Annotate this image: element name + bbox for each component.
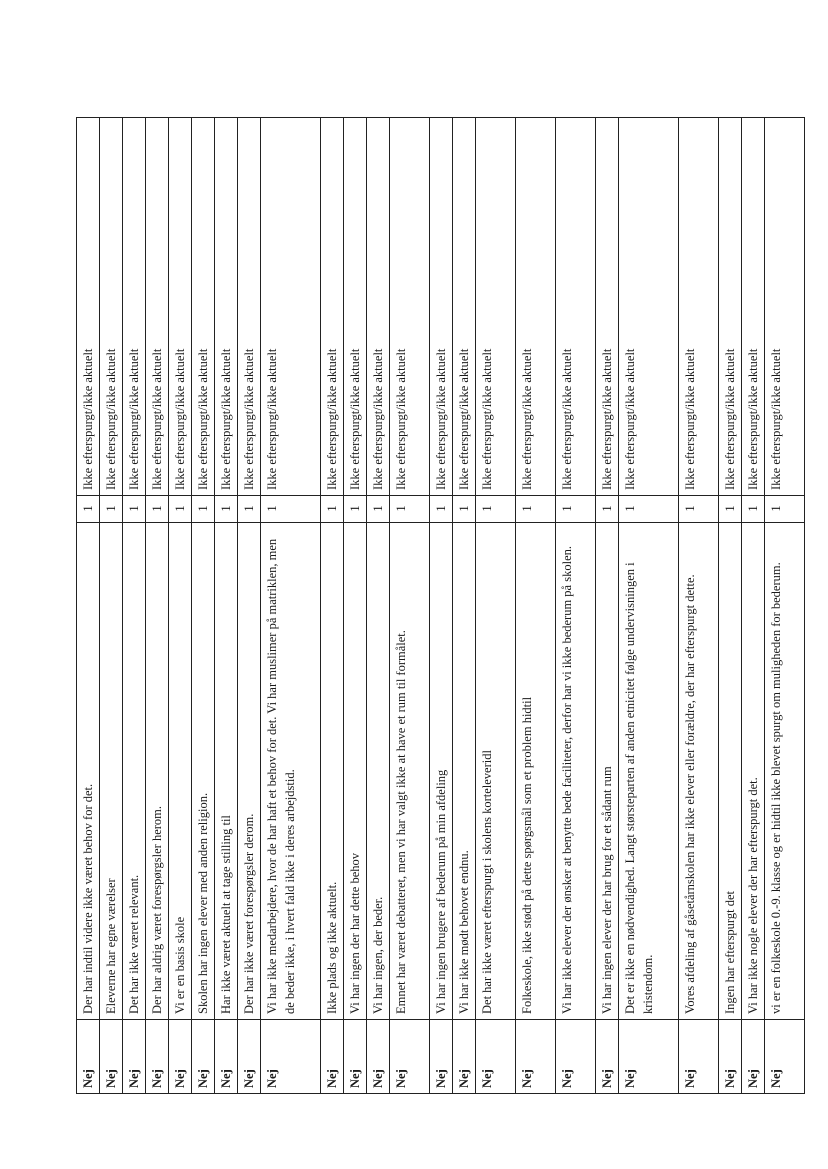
category-cell: Ikke efterspurgt/ikke aktuelt	[238, 118, 261, 496]
comment-cell: Ingen har efterspurgt det	[719, 523, 742, 1020]
answer-cell: Nej	[123, 1020, 146, 1094]
comment-cell: Eleverne har egne værelser	[100, 523, 123, 1020]
comment-cell: Vi har ingen brugere af bederum på min afdeling	[430, 523, 453, 1020]
answer-cell: Nej	[215, 1020, 238, 1094]
category-cell: Ikke efterspurgt/ikke aktuelt	[596, 118, 619, 496]
comment-cell: Skolen har ingen elever med anden religion.	[192, 523, 215, 1020]
comment-cell: Vi har ingen, der beder.	[367, 523, 390, 1020]
table-row	[390, 118, 430, 1094]
category-cell: Ikke efterspurgt/ikke aktuelt	[192, 118, 215, 496]
comment-cell: Emnet har været debatteret, men vi har valgt ikke at have et rum til formålet.	[390, 523, 430, 1020]
table-row	[215, 118, 238, 1094]
table-row	[430, 118, 453, 1094]
answer-cell: Nej	[742, 1020, 765, 1094]
count-cell: 1	[619, 496, 679, 523]
table-row	[453, 118, 476, 1094]
answer-cell: Nej	[77, 1020, 100, 1094]
comment-cell: Der har ikke været forespørgsler derom.	[238, 523, 261, 1020]
survey-response-table	[76, 117, 805, 1094]
count-cell: 1	[516, 496, 556, 523]
table-row	[719, 118, 742, 1094]
table-row	[123, 118, 146, 1094]
count-cell: 1	[321, 496, 344, 523]
table-body	[77, 118, 805, 1094]
comment-cell: Det har ikke været efterspurgt i skolens korteleveridl	[476, 523, 516, 1020]
category-cell: Ikke efterspurgt/ikke aktuelt	[742, 118, 765, 496]
comment-cell: Vi har ingen der har dette behov	[344, 523, 367, 1020]
table-row	[367, 118, 390, 1094]
answer-cell: Nej	[596, 1020, 619, 1094]
answer-cell: Nej	[146, 1020, 169, 1094]
category-cell: Ikke efterspurgt/ikke aktuelt	[367, 118, 390, 496]
count-cell: 1	[77, 496, 100, 523]
comment-cell: Vi har ikke elever der ønsker at benytte bede faciliteter, derfor har vi ikke bederum på skolen.	[556, 523, 596, 1020]
count-cell: 1	[169, 496, 192, 523]
count-cell: 1	[215, 496, 238, 523]
count-cell: 1	[390, 496, 430, 523]
count-cell: 1	[192, 496, 215, 523]
answer-cell: Nej	[679, 1020, 719, 1094]
category-cell: Ikke efterspurgt/ikke aktuelt	[765, 118, 805, 496]
count-cell: 1	[679, 496, 719, 523]
answer-cell: Nej	[344, 1020, 367, 1094]
answer-cell: Nej	[192, 1020, 215, 1094]
category-cell: Ikke efterspurgt/ikke aktuelt	[169, 118, 192, 496]
answer-cell: Nej	[261, 1020, 321, 1094]
comment-cell: Vi har ikke mødt behovet endnu.	[453, 523, 476, 1020]
category-cell: Ikke efterspurgt/ikke aktuelt	[430, 118, 453, 496]
count-cell: 1	[476, 496, 516, 523]
table-row	[192, 118, 215, 1094]
category-cell: Ikke efterspurgt/ikke aktuelt	[556, 118, 596, 496]
comment-cell: Det er ikke en nødvendighed. Langt størsteparten af anden etnicitet følge undervisningen i kristendom.	[619, 523, 679, 1020]
table-row	[596, 118, 619, 1094]
category-cell: Ikke efterspurgt/ikke aktuelt	[453, 118, 476, 496]
answer-cell: Nej	[765, 1020, 805, 1094]
count-cell: 1	[765, 496, 805, 523]
comment-cell: Vi har ingen elever der har brug for et sådant rum	[596, 523, 619, 1020]
count-cell: 1	[453, 496, 476, 523]
category-cell: Ikke efterspurgt/ikke aktuelt	[344, 118, 367, 496]
count-cell: 1	[367, 496, 390, 523]
table-row	[321, 118, 344, 1094]
count-cell: 1	[742, 496, 765, 523]
table-row	[146, 118, 169, 1094]
table-row	[100, 118, 123, 1094]
comment-cell: Det har ikke været relevant.	[123, 523, 146, 1020]
category-cell: Ikke efterspurgt/ikke aktuelt	[261, 118, 321, 496]
answer-cell: Nej	[453, 1020, 476, 1094]
answer-cell: Nej	[367, 1020, 390, 1094]
count-cell: 1	[719, 496, 742, 523]
answer-cell: Nej	[476, 1020, 516, 1094]
rotated-page-table	[76, 118, 783, 1094]
comment-cell: Vi har ikke nogle elever der har efterspurgt det.	[742, 523, 765, 1020]
count-cell: 1	[556, 496, 596, 523]
answer-cell: Nej	[321, 1020, 344, 1094]
answer-cell: Nej	[238, 1020, 261, 1094]
count-cell: 1	[261, 496, 321, 523]
answer-cell: Nej	[390, 1020, 430, 1094]
answer-cell: Nej	[430, 1020, 453, 1094]
category-cell: Ikke efterspurgt/ikke aktuelt	[100, 118, 123, 496]
table-row	[556, 118, 596, 1094]
comment-cell: Folkeskole, ikke stødt på dette spørgsmål som et problem hidtil	[516, 523, 556, 1020]
comment-cell: Vi er en basis skole	[169, 523, 192, 1020]
table-row	[516, 118, 556, 1094]
table-row	[238, 118, 261, 1094]
category-cell: Ikke efterspurgt/ikke aktuelt	[619, 118, 679, 496]
category-cell: Ikke efterspurgt/ikke aktuelt	[516, 118, 556, 496]
answer-cell: Nej	[100, 1020, 123, 1094]
table-row	[77, 118, 100, 1094]
category-cell: Ikke efterspurgt/ikke aktuelt	[146, 118, 169, 496]
comment-cell: Der har indtil videre ikke været behov for det.	[77, 523, 100, 1020]
table-row	[619, 118, 679, 1094]
answer-cell: Nej	[556, 1020, 596, 1094]
answer-cell: Nej	[169, 1020, 192, 1094]
count-cell: 1	[100, 496, 123, 523]
count-cell: 1	[123, 496, 146, 523]
comment-cell: Ikke plads og ikke aktuelt.	[321, 523, 344, 1020]
comment-cell: Vores afdeling af gåsetårnskolen har ikke elever eller forældre, der har efterspurgt dette.	[679, 523, 719, 1020]
table-row	[344, 118, 367, 1094]
comment-cell: Vi har ikke medarbejdere, hvor de har haft et behov for det. Vi har muslimer på matriklen, men de beder ikke, i hvert fald ikke i deres arbejdstid.	[261, 523, 321, 1020]
count-cell: 1	[596, 496, 619, 523]
answer-cell: Nej	[619, 1020, 679, 1094]
table-row	[261, 118, 321, 1094]
comment-cell: Der har aldrig været forespørgsler herom.	[146, 523, 169, 1020]
table-row	[169, 118, 192, 1094]
category-cell: Ikke efterspurgt/ikke aktuelt	[719, 118, 742, 496]
category-cell: Ikke efterspurgt/ikke aktuelt	[321, 118, 344, 496]
answer-cell: Nej	[516, 1020, 556, 1094]
table-row	[679, 118, 719, 1094]
count-cell: 1	[430, 496, 453, 523]
table-row	[765, 118, 805, 1094]
table-row	[476, 118, 516, 1094]
count-cell: 1	[238, 496, 261, 523]
category-cell: Ikke efterspurgt/ikke aktuelt	[679, 118, 719, 496]
category-cell: Ikke efterspurgt/ikke aktuelt	[390, 118, 430, 496]
category-cell: Ikke efterspurgt/ikke aktuelt	[215, 118, 238, 496]
category-cell: Ikke efterspurgt/ikke aktuelt	[123, 118, 146, 496]
comment-cell: Har ikke været aktuelt at tage stilling til	[215, 523, 238, 1020]
category-cell: Ikke efterspurgt/ikke aktuelt	[77, 118, 100, 496]
count-cell: 1	[146, 496, 169, 523]
answer-cell: Nej	[719, 1020, 742, 1094]
count-cell: 1	[344, 496, 367, 523]
table-row	[742, 118, 765, 1094]
comment-cell: vi er en folkeskole 0.-9. klasse og er hidtil ikke blevet spurgt om muligheden for bederum.	[765, 523, 805, 1020]
category-cell: Ikke efterspurgt/ikke aktuelt	[476, 118, 516, 496]
